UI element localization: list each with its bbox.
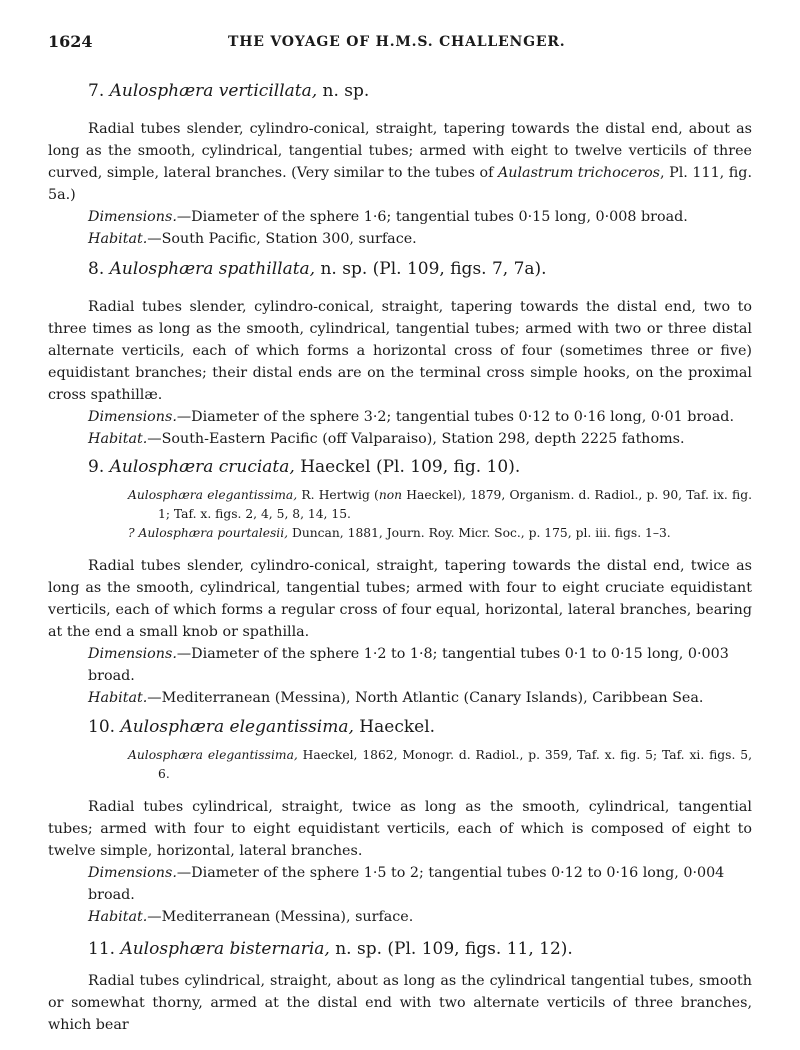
- habitat-line: [88, 906, 752, 928]
- page-number: 1624: [48, 32, 93, 51]
- species-heading: [88, 938, 752, 960]
- habitat-text: —South-Eastern Pacific (off Valparaiso), Station 298, depth 2225 fathoms.: [147, 431, 685, 447]
- dimensions-text: —Diameter of the sphere 1·5 to 2; tangential tubes 0·12 to 0·16 long, 0·004 broad.: [88, 865, 725, 903]
- habitat-label: Habitat.: [88, 690, 148, 706]
- habitat-text: —Mediterranean (Messina), surface.: [147, 909, 414, 925]
- species-description: Radial tubes slender, cylindro-conical, straight, tapering towards the distal end, two to three times as long as the smooth, cylindrical, tangential tubes; armed with two or three distal alternate verticils, each of which forms a horizontal cross of four (sometimes three or five) equidistant branches; their distal ends are on the terminal cross simple hooks, on the proximal cross spathillæ.: [48, 299, 752, 403]
- species-heading: [88, 80, 752, 102]
- species-entry-11: [48, 938, 752, 1036]
- habitat-line: [88, 428, 752, 450]
- species-name: Aulosphæra bisternaria,: [120, 939, 330, 959]
- species-name: Aulosphæra cruciata,: [109, 457, 295, 477]
- species-description: Radial tubes slender, cylindro-conical, straight, tapering towards the distal end, about as long as the smooth, cylindrical, tangential tubes; armed with eight to twelve verticils of three curved, simple, lateral branches. (Very similar to the tubes of Aulastrum trichoceros, Pl. 111, fig. 5a.): [48, 121, 752, 203]
- running-title: THE VOYAGE OF H.M.S. CHALLENGER.: [228, 34, 566, 50]
- dimensions-label: Dimensions.: [88, 646, 177, 662]
- habitat-label: Habitat.: [88, 231, 148, 247]
- synonym-entry: Aulosphæra elegantissima, Haeckel, 1862, Monogr. d. Radiol., p. 359, Taf. x. fig. 5; Taf. xi. figs. 5, 6.: [128, 748, 752, 781]
- species-authority: n. sp. (Pl. 109, figs. 7, 7a).: [315, 259, 547, 279]
- synonym-entry: ? Aulosphæra pourtalesii, Duncan, 1881, Journ. Roy. Micr. Soc., p. 175, pl. iii. figs. 1–3.: [128, 526, 671, 540]
- species-authority: Haeckel.: [353, 717, 436, 737]
- habitat-line: [88, 228, 752, 250]
- dimensions-line: [88, 862, 752, 906]
- species-name: Aulosphæra elegantissima,: [120, 717, 354, 737]
- habitat-line: [88, 687, 752, 709]
- species-heading: [88, 716, 752, 738]
- species-name: Aulosphæra spathillata,: [109, 259, 316, 279]
- species-number: 9.: [88, 457, 105, 477]
- habitat-label: Habitat.: [88, 909, 148, 925]
- species-entry-7: [48, 80, 752, 250]
- species-name: Aulosphæra verticillata,: [109, 81, 318, 101]
- species-number: 11.: [88, 939, 116, 959]
- habitat-text: —Mediterranean (Messina), North Atlantic (Canary Islands), Caribbean Sea.: [147, 690, 704, 706]
- species-number: 7.: [88, 81, 105, 101]
- dimensions-text: —Diameter of the sphere 1·6; tangential tubes 0·15 long, 0·008 broad.: [176, 209, 688, 225]
- synonymy: [128, 486, 752, 543]
- species-number: 10.: [88, 717, 116, 737]
- species-authority: Haeckel (Pl. 109, fig. 10).: [294, 457, 521, 477]
- dimensions-line: [88, 406, 752, 428]
- dimensions-label: Dimensions.: [88, 209, 177, 225]
- synonym-entry: Aulosphæra elegantissima, R. Hertwig (non Haeckel), 1879, Organism. d. Radiol., p. 90, Taf. ix. fig. 1; Taf. x. figs. 2, 4, 5, 8, 14, 15.: [128, 488, 752, 521]
- species-number: 8.: [88, 259, 105, 279]
- species-authority: n. sp.: [317, 81, 370, 101]
- dimensions-line: [88, 643, 752, 687]
- species-entry-10: [48, 716, 752, 928]
- synonymy: [128, 746, 752, 784]
- habitat-label: Habitat.: [88, 431, 148, 447]
- species-description: Radial tubes cylindrical, straight, twice as long as the smooth, cylindrical, tangential tubes; armed with four to eight equidistant verticils, each of which is composed of eight to twelve simple, horizontal, lateral branches.: [48, 799, 752, 859]
- species-entry-8: [48, 258, 752, 450]
- species-entry-9: [48, 456, 752, 709]
- species-authority: n. sp. (Pl. 109, figs. 11, 12).: [329, 939, 573, 959]
- habitat-text: —South Pacific, Station 300, surface.: [147, 231, 417, 247]
- dimensions-line: [88, 206, 752, 228]
- dimensions-text: —Diameter of the sphere 3·2; tangential tubes 0·12 to 0·16 long, 0·01 broad.: [176, 409, 735, 425]
- species-heading: [88, 258, 752, 280]
- species-description: Radial tubes cylindrical, straight, about as long as the cylindrical tangential tubes, smooth or somewhat thorny, armed at the distal end with two alternate verticils of three branches, which bear: [48, 973, 752, 1033]
- dimensions-text: —Diameter of the sphere 1·2 to 1·8; tangential tubes 0·1 to 0·15 long, 0·003 broad.: [88, 646, 729, 684]
- dimensions-label: Dimensions.: [88, 409, 177, 425]
- species-description: Radial tubes slender, cylindro-conical, straight, tapering towards the distal end, twice as long as the smooth, cylindrical, tangential tubes; armed with four to eight cruciate equidistant verticils, each of which forms a regular cross of four equal, horizontal, lateral branches, bearing at the end a small knob or spathilla.: [48, 558, 752, 640]
- page-header: [48, 32, 760, 54]
- species-heading: [88, 456, 752, 478]
- dimensions-label: Dimensions.: [88, 865, 177, 881]
